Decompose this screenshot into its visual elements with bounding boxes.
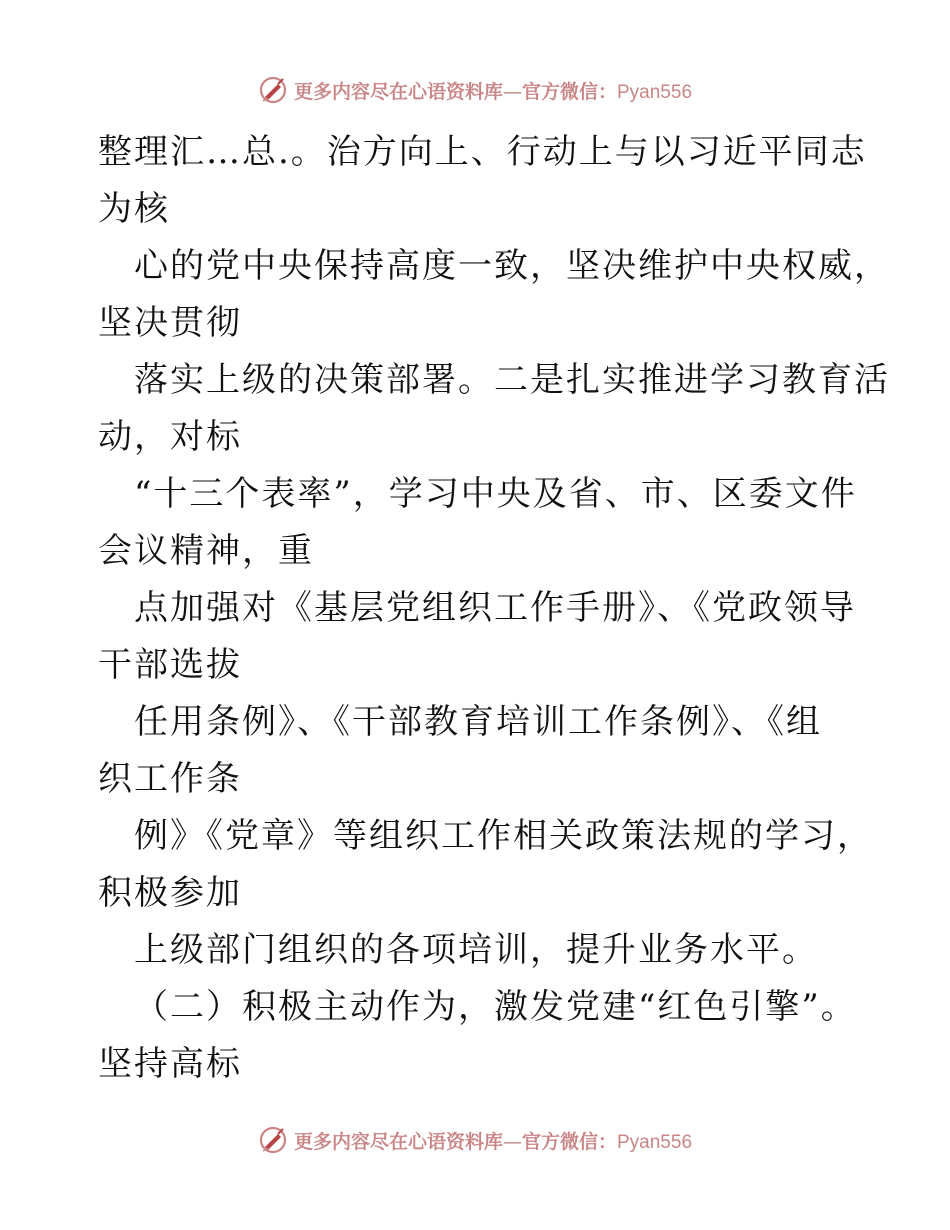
text-line: 坚持高标 <box>98 1044 242 1084</box>
text-line: 织工作条 <box>98 759 242 799</box>
watermark-channel-text: 官方微信： <box>521 80 617 103</box>
text-line: 坚决贯彻 <box>98 303 242 343</box>
watermark-site-text: 更多内容尽在心语资料库 <box>293 80 503 103</box>
watermark-site-text: 更多内容尽在心语资料库 <box>293 1130 503 1153</box>
text-line: 任用条例》、《干部教育培训工作条例》、《组 <box>134 702 822 742</box>
watermark-text <box>294 77 692 104</box>
text-line: 落实上级的决策部署。二是扎实推进学习教育活 <box>134 360 890 400</box>
footer-watermark <box>0 1120 950 1160</box>
text-line: 干部选拔 <box>98 645 242 685</box>
text-line: 动，对标 <box>98 417 242 457</box>
watermark-text <box>294 1127 692 1154</box>
text-line: “十三个表率”，学习中央及省、市、区委文件 <box>134 474 857 514</box>
watermark-account-id: Pyan556 <box>617 81 693 103</box>
watermark-account-id: Pyan556 <box>617 1131 693 1153</box>
watermark-separator: — <box>502 1130 522 1153</box>
watermark-separator: — <box>502 80 522 103</box>
text-line: 为核 <box>98 189 170 229</box>
text-line: 例》《党章》等组织工作相关政策法规的学习， <box>134 816 873 856</box>
header-watermark <box>0 70 950 110</box>
text-line: 点加强对《基层党组织工作手册》、《党政领导 <box>134 588 856 628</box>
text-line: 积极参加 <box>98 873 242 913</box>
quill-pen-logo-icon <box>258 1125 288 1155</box>
watermark-channel-text: 官方微信： <box>521 1130 617 1153</box>
text-line: （二）积极主动作为，激发党建“红色引擎”。 <box>134 987 857 1027</box>
document-body <box>98 124 890 1093</box>
quill-pen-logo-icon <box>258 75 288 105</box>
text-line: 整理汇…总.。治方向上、行动上与以习近平同志 <box>98 132 867 172</box>
text-line: 会议精神，重 <box>98 531 314 571</box>
text-line: 上级部门组织的各项培训，提升业务水平。 <box>134 930 818 970</box>
text-line: 心的党中央保持高度一致，坚决维护中央权威， <box>134 246 890 286</box>
